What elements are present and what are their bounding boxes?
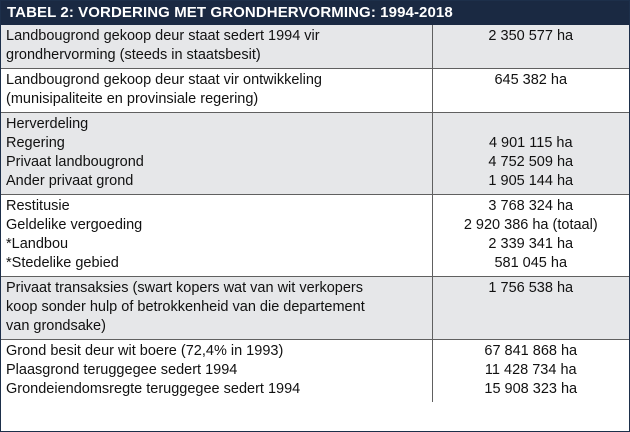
row-value: 3 768 324 ha [488, 198, 574, 214]
value-spacer [438, 115, 625, 134]
row-label: Privaat transaksies (swart kopers wat van wit verkopers [6, 280, 363, 296]
row-value: 4 752 509 ha [488, 154, 574, 170]
row-value-cell [432, 340, 629, 403]
row-label: Grond besit deur wit boere (72,4% in 1993) [6, 343, 284, 359]
table-row [1, 340, 629, 403]
row-value: 2 339 341 ha [488, 236, 574, 252]
row-label: Regering [6, 135, 65, 151]
row-label: Geldelike vergoeding [6, 217, 143, 233]
row-label-cell [1, 277, 432, 340]
row-value: 645 382 ha [494, 72, 568, 88]
row-value: 1 905 144 ha [488, 173, 574, 189]
row-label-cell [1, 69, 432, 113]
row-label: Grondeiendomsregte teruggegee sedert 1994 [6, 381, 301, 397]
row-value: 11 428 734 ha [484, 362, 577, 378]
row-label: Landbougrond gekoop deur staat vir ontwikkeling [6, 72, 322, 88]
row-label: Restitusie [6, 198, 70, 214]
row-label-cell [1, 340, 432, 403]
row-value: 2 920 386 ha (totaal) [463, 217, 598, 233]
table-row [1, 195, 629, 277]
row-label: koop sonder hulp of betrokkenheid van die departement [6, 299, 365, 315]
table-row [1, 25, 629, 69]
row-label: grondhervorming (steeds in staatsbesit) [6, 47, 261, 63]
row-label: (munisipaliteite en provinsiale regering) [6, 91, 259, 107]
row-value-cell [432, 113, 629, 195]
row-label: Plaasgrond teruggegee sedert 1994 [6, 362, 238, 378]
table-row [1, 277, 629, 340]
row-label: Ander privaat grond [6, 173, 134, 189]
row-value: 1 756 538 ha [488, 280, 574, 296]
row-label: Landbougrond gekoop deur staat sedert 1994 vir [6, 28, 320, 44]
table-row [1, 69, 629, 113]
row-value: 4 901 115 ha [488, 135, 573, 151]
row-label: Privaat landbougrond [6, 154, 144, 170]
row-label-cell [1, 113, 432, 195]
table-row [1, 113, 629, 195]
row-value-cell [432, 195, 629, 277]
row-value-cell [432, 277, 629, 340]
row-value: 15 908 323 ha [484, 381, 578, 397]
row-value-cell [432, 69, 629, 113]
row-value-cell [432, 25, 629, 69]
row-value: 2 350 577 ha [488, 28, 574, 44]
row-label-cell [1, 195, 432, 277]
row-label: *Landbou [6, 236, 69, 252]
table-title: TABEL 2: VORDERING MET GRONDHERVORMING: 1994-2018 [1, 1, 629, 25]
row-label: van grondsake) [6, 318, 106, 334]
land-reform-table [1, 25, 629, 402]
row-label-cell [1, 25, 432, 69]
row-label: *Stedelike gebied [6, 255, 119, 271]
row-label: Herverdeling [6, 116, 89, 132]
row-value: 67 841 868 ha [484, 343, 578, 359]
row-value: 581 045 ha [494, 255, 568, 271]
